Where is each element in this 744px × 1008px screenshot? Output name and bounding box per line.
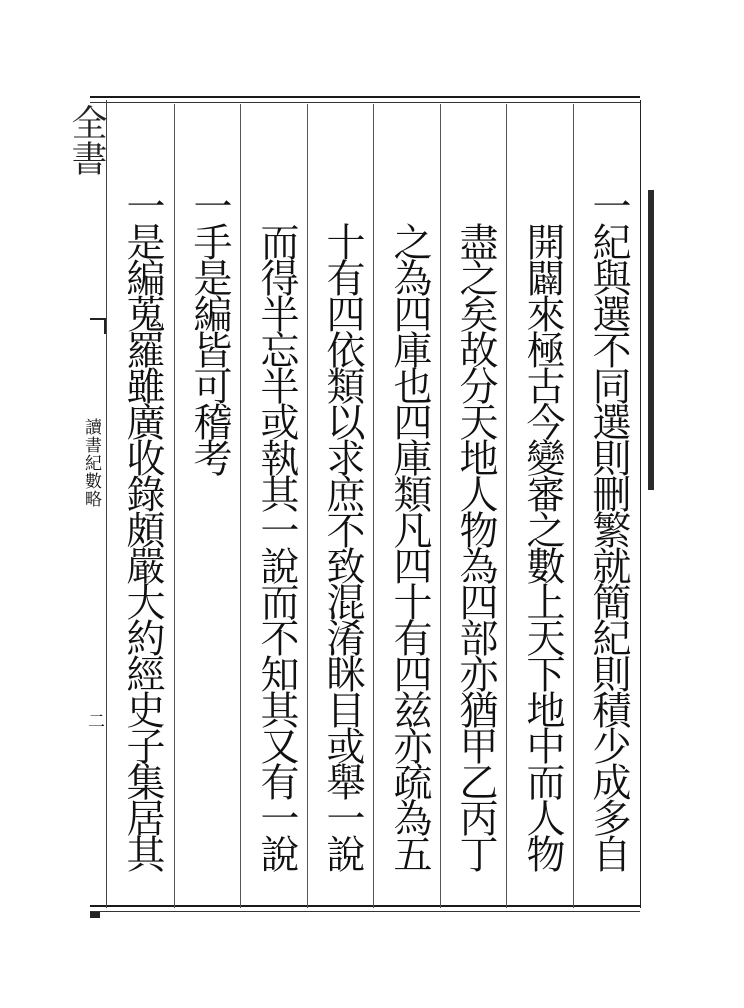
column-rule [373, 104, 374, 908]
binding-edge [648, 190, 654, 490]
column-rule [440, 104, 441, 908]
frame-top-inner-border [90, 102, 640, 103]
column-rule [174, 104, 175, 908]
frame-bottom-border [90, 905, 640, 907]
column-rule [573, 104, 574, 908]
column-rule [506, 104, 507, 908]
frame-top-border [90, 96, 640, 98]
text-column-5: 十有四依類以求庶不致混淆眯目或舉一說 [320, 222, 365, 870]
column-rule [307, 104, 308, 908]
book-heading: 全書 [66, 104, 107, 176]
text-column-4: 之為四庫也四庫類凡四十有四兹亦疏為五 [387, 222, 432, 870]
frame-bottom-inner-border [90, 911, 640, 912]
text-column-1: 一紀與選不同選則刪繁就簡紀則積少成多自 [586, 186, 631, 870]
corner-mark [90, 912, 100, 918]
frame-right-border [640, 100, 641, 908]
text-column-6: 而得半忘半或執其一說而不知其又有一說 [254, 222, 299, 870]
column-rule [240, 104, 241, 908]
text-column-7: 一手是編皆可稽考 [187, 186, 232, 474]
fish-tail-mark [90, 318, 106, 334]
margin-book-title: 讀書紀數略 [81, 418, 101, 508]
text-column-2: 開闢來極古今變審之數上天下地中而人物 [520, 222, 565, 870]
text-column-3: 盡之矣故分天地人物為四部亦猶甲乙丙丁 [453, 222, 498, 870]
page-number: 二 [84, 712, 104, 729]
text-column-8: 一是編蒐羅雖廣收錄頗嚴大約經史子集居其 [120, 186, 165, 870]
